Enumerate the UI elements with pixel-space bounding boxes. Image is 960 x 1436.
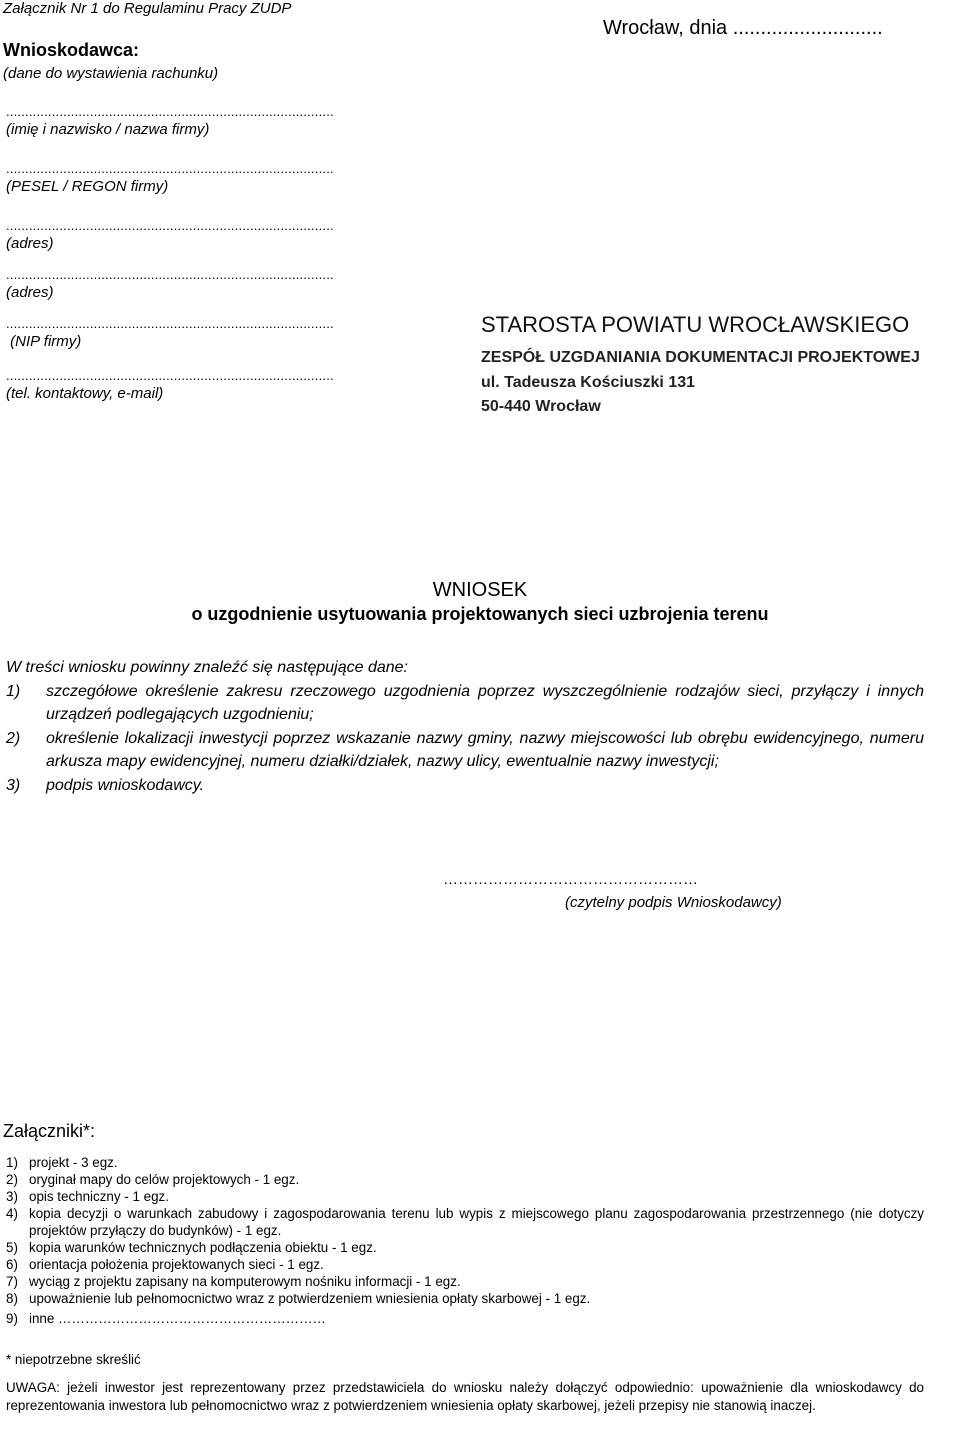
attachment-text: inne ……………………………………………………	[29, 1311, 326, 1326]
attachments-list	[6, 1154, 924, 1327]
attachment-number: 8)	[6, 1291, 18, 1306]
header-note: Załącznik Nr 1 do Regulaminu Pracy ZUDP	[3, 0, 292, 17]
document-title: WNIOSEK	[432, 579, 528, 601]
instruction-number: 3)	[6, 776, 21, 794]
attachment-text: projekt - 3 egz.	[29, 1155, 118, 1170]
name-field-line: ......................................................................................	[6, 104, 334, 119]
attachment-text: oryginał mapy do celów projektowych - 1 egz.	[29, 1172, 300, 1187]
authority-team: ZESPÓŁ UZGDANIANIA DOKUMENTACJI PROJEKTOWEJ	[481, 349, 920, 366]
instruction-number: 1)	[6, 682, 21, 700]
attachment-item	[6, 1205, 924, 1239]
attachment-number: 4)	[6, 1206, 18, 1221]
attachment-text: opis techniczny - 1 egz.	[29, 1189, 169, 1204]
instructions	[6, 656, 924, 798]
contact-field-label: (tel. kontaktowy, e-mail)	[6, 385, 164, 402]
attachment-number: 7)	[6, 1274, 18, 1289]
attachment-text: wyciąg z projektu zapisany na komputerowym nośniku informacji - 1 egz.	[29, 1274, 461, 1289]
attachment-text: upoważnienie lub pełnomocnictwo wraz z potwierdzeniem wniesienia opłaty skarbowej - 1 egz.	[29, 1291, 591, 1306]
date-line: Wrocław, dnia ...........................	[603, 17, 883, 39]
instruction-text: szczegółowe określenie zakresu rzeczowego uzgodnienia poprzez wyszczególnienie rodzajów sieci, przyłączy i innych urządzeń podlegających uzgodnieniu;	[46, 682, 924, 724]
instruction-item	[6, 774, 924, 798]
contact-field-line: ......................................................................................	[6, 368, 334, 383]
attachment-number: 2)	[6, 1172, 18, 1187]
attachment-number: 1)	[6, 1155, 18, 1170]
name-field-label: (imię i nazwisko / nazwa firmy)	[6, 121, 210, 138]
attachment-item	[6, 1239, 924, 1256]
attachment-number: 9)	[6, 1311, 18, 1326]
instruction-text: podpis wnioskodawcy.	[46, 776, 205, 794]
attachment-text: orientacja położenia projektowanych sieci - 1 egz.	[29, 1257, 324, 1272]
pesel-field-label: (PESEL / REGON firmy)	[6, 178, 169, 195]
instruction-item	[6, 727, 924, 774]
attachment-item	[6, 1188, 924, 1205]
instructions-intro: W treści wniosku powinny znaleźć się następujące dane:	[6, 659, 408, 676]
attachment-number: 5)	[6, 1240, 18, 1255]
address-field-label-2: (adres)	[6, 284, 54, 301]
nip-field-line: ......................................................................................	[6, 316, 334, 331]
attachment-item	[6, 1273, 924, 1290]
attachments-heading: Załączniki*:	[3, 1121, 96, 1141]
attachment-item	[6, 1154, 924, 1171]
instruction-item	[6, 680, 924, 727]
address-field-line-2: ......................................................................................	[6, 267, 334, 282]
instruction-text: określenie lokalizacji inwestycji poprzez wskazanie nazwy gminy, nazwy miejscowości lub obrębu ewidencyjnego, numeru arkusza mapy ewidencyjnej, numeru działki/działek, nazwy ulicy, ewentualnie nazwy inwestycji;	[46, 729, 924, 771]
signature-line: ……………………………………………	[443, 871, 698, 888]
address-field-line-1: ......................................................................................	[6, 218, 334, 233]
address-field-label-1: (adres)	[6, 235, 54, 252]
nip-field-label: (NIP firmy)	[6, 333, 82, 350]
authority-city: 50-440 Wrocław	[481, 398, 601, 415]
attachment-number: 3)	[6, 1189, 18, 1204]
attachment-item	[6, 1290, 924, 1307]
authority-title: STAROSTA POWIATU WROCŁAWSKIEGO	[481, 312, 910, 337]
attachment-text: kopia decyzji o warunkach zabudowy i zagospodarowania terenu lub wypis z miejscowego planu zagospodarowania przestrzennego (nie dotyczy projektów przyłączy do budynków) - 1 egz.	[29, 1206, 924, 1238]
applicant-heading: Wnioskodawca:	[3, 40, 140, 60]
attachment-item	[6, 1256, 924, 1273]
footnote: * niepotrzebne skreślić	[6, 1352, 141, 1367]
attachment-item	[6, 1171, 924, 1188]
signature-label: (czytelny podpis Wnioskodawcy)	[565, 894, 782, 911]
attachment-number: 6)	[6, 1257, 18, 1272]
attachment-item	[6, 1310, 924, 1327]
document-subtitle: o uzgodnienie usytuowania projektowanych sieci uzbrojenia terenu	[191, 604, 769, 624]
attachment-text: kopia warunków technicznych podłączenia obiektu - 1 egz.	[29, 1240, 377, 1255]
pesel-field-line: ......................................................................................	[6, 161, 334, 176]
warning-note: UWAGA: jeżeli inwestor jest reprezentowany przez przedstawiciela do wniosku należy dołączyć odpowiednio: upoważnienie dla wnioskodawcy do reprezentowania inwestora lub pełnomocnictwo wraz z potwierdzeniem wniesienia opłaty skarbowej, jeżeli przepisy nie stanowią inaczej.	[6, 1380, 924, 1413]
applicant-subheading: (dane do wystawienia rachunku)	[3, 65, 219, 82]
instruction-number: 2)	[6, 729, 21, 747]
authority-street: ul. Tadeusza Kościuszki 131	[481, 374, 696, 391]
